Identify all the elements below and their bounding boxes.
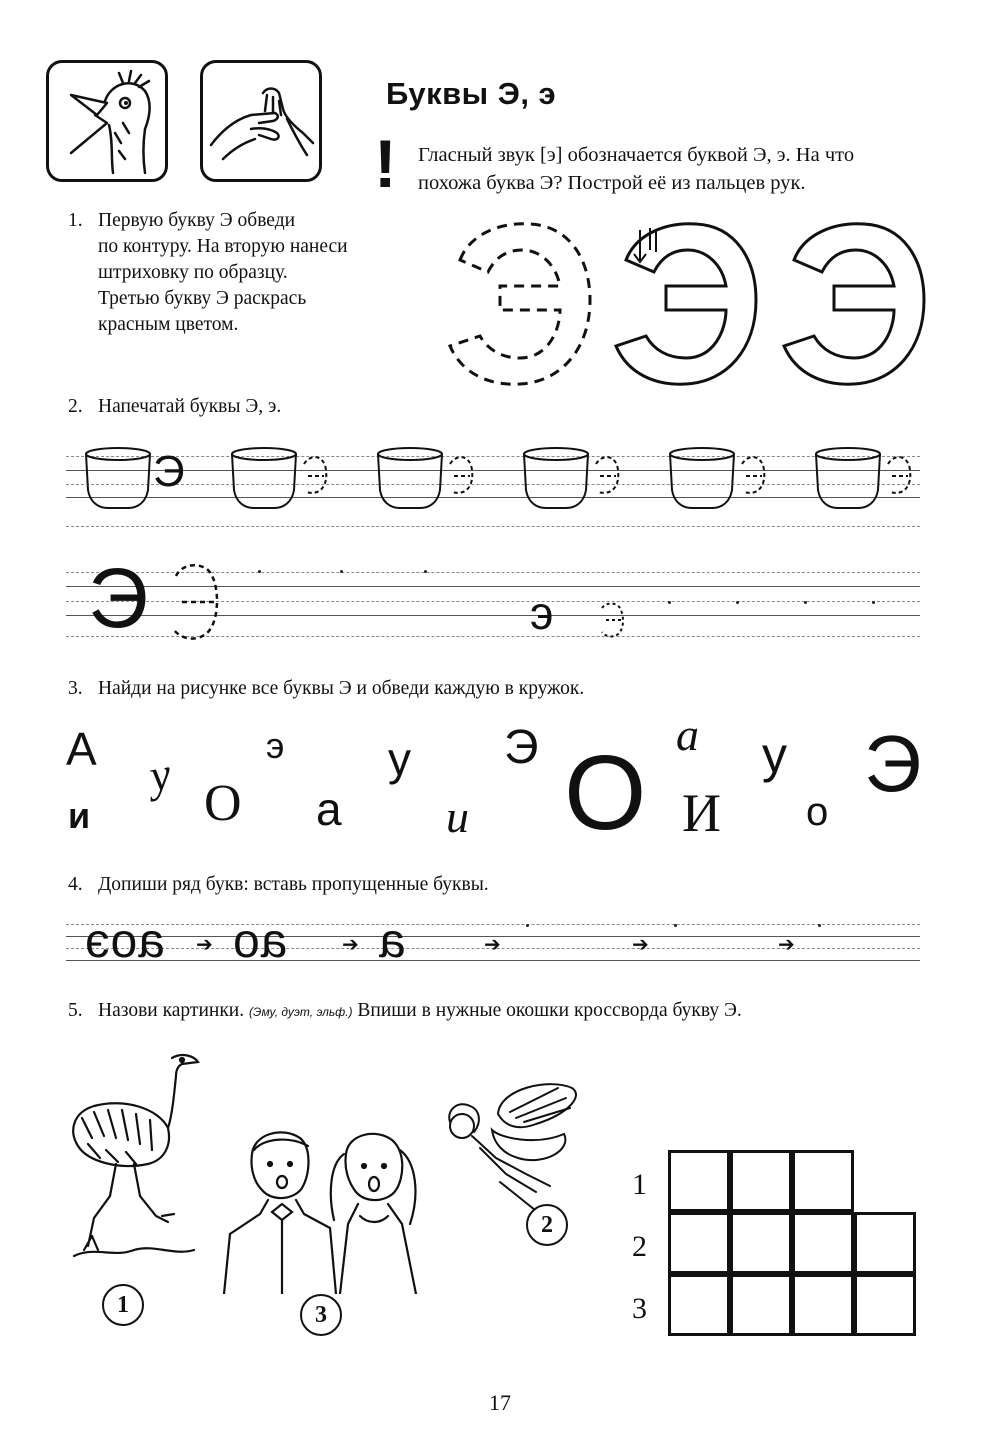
picture-number-2: 2 bbox=[526, 1204, 568, 1246]
task1-line-1: Первую букву Э обведи bbox=[98, 210, 296, 231]
guide-dot bbox=[340, 570, 343, 573]
crossword-row-label-1: 1 bbox=[632, 1168, 647, 1201]
cup-icon bbox=[232, 448, 296, 508]
letter-E-medium[interactable]: Э bbox=[504, 721, 539, 774]
sequence-group-1: аоэ bbox=[84, 915, 165, 968]
task5-text-after: Впиши в нужные окошки кроссворда букву Э. bbox=[357, 1000, 742, 1021]
crossword-cell[interactable] bbox=[854, 1212, 916, 1274]
task1-number: 1. bbox=[68, 210, 83, 231]
arrow-icon: ➔ bbox=[196, 932, 213, 956]
crossword-cell[interactable] bbox=[730, 1274, 792, 1336]
picture-number-1: 1 bbox=[102, 1284, 144, 1326]
task1-letters bbox=[430, 210, 940, 400]
hands-sign-icon bbox=[203, 63, 319, 179]
cup-icon bbox=[524, 448, 588, 508]
crossword-cell[interactable] bbox=[668, 1212, 730, 1274]
guide-dot bbox=[804, 601, 807, 604]
guide-dot bbox=[526, 924, 529, 927]
ruler-line bbox=[66, 526, 920, 527]
crossword-cell[interactable] bbox=[792, 1150, 854, 1212]
task1-line-5: красным цветом. bbox=[98, 314, 239, 335]
bird-icon bbox=[49, 63, 165, 179]
task5-hint: (Эму, дуэт, эльф.) bbox=[248, 1005, 353, 1019]
sample-small-letter-row2: э bbox=[530, 587, 554, 639]
guide-dot bbox=[872, 601, 875, 604]
cup-icon bbox=[378, 448, 442, 508]
cups-row bbox=[80, 440, 920, 520]
task2-text: Напечатай буквы Э, э. bbox=[98, 396, 282, 417]
task1-line-2: по контуру. На вторую нанеси bbox=[98, 236, 348, 257]
letter-a-italic[interactable]: а bbox=[676, 709, 699, 760]
crossword-cell[interactable] bbox=[730, 1150, 792, 1212]
task2-number: 2. bbox=[68, 396, 83, 417]
guide-dot bbox=[668, 601, 671, 604]
elf-illustration bbox=[440, 1074, 590, 1234]
sequence-group-3: а bbox=[378, 915, 406, 968]
letter-I[interactable]: И bbox=[682, 783, 721, 843]
hatching-letter bbox=[616, 224, 756, 384]
crossword-row-label-3: 3 bbox=[632, 1292, 647, 1325]
hands-icon-box bbox=[200, 60, 322, 182]
arrow-icon: ➔ bbox=[484, 932, 501, 956]
crossword-cell[interactable] bbox=[668, 1150, 730, 1212]
emu-illustration bbox=[64, 1046, 204, 1266]
arrow-icon: ➔ bbox=[778, 932, 795, 956]
letter-i[interactable]: и bbox=[68, 795, 91, 836]
arrow-icon: ➔ bbox=[342, 932, 359, 956]
bird-sound-icon-box bbox=[46, 60, 168, 182]
task4-text: Допиши ряд букв: вставь пропущенные буквы. bbox=[98, 874, 489, 895]
task3-text: Найди на рисунке все буквы Э и обведи каждую в кружок. bbox=[98, 678, 585, 699]
coloring-letter bbox=[784, 224, 924, 384]
letter-o[interactable]: О bbox=[204, 775, 242, 832]
exclamation-icon: ! bbox=[374, 126, 397, 202]
note-line-2: похожа буква Э? Построй её из пальцев рук. bbox=[418, 172, 806, 194]
ruler-line bbox=[66, 960, 920, 961]
arrow-icon: ➔ bbox=[632, 932, 649, 956]
task3-number: 3. bbox=[68, 678, 83, 699]
guide-dot bbox=[818, 924, 821, 927]
crossword-cell[interactable] bbox=[854, 1274, 916, 1336]
cup-icon bbox=[670, 448, 734, 508]
note-line-1: Гласный звук [э] обозначается буквой Э, э. На что bbox=[418, 144, 855, 166]
guide-dot bbox=[736, 601, 739, 604]
letter-O-big[interactable]: О bbox=[564, 734, 647, 852]
letter-e-small[interactable]: э bbox=[266, 725, 285, 766]
dashed-small-letter bbox=[598, 600, 626, 640]
sample-big-letter-row2: Э bbox=[88, 551, 149, 645]
task5-number: 5. bbox=[68, 1000, 83, 1021]
letter-i-italic[interactable]: и bbox=[446, 791, 469, 842]
duet-illustration bbox=[220, 1124, 430, 1294]
guide-dot bbox=[674, 924, 677, 927]
picture-number-3: 3 bbox=[300, 1294, 342, 1336]
task5-text-before: Назови картинки. bbox=[98, 1000, 245, 1021]
crossword-cell[interactable] bbox=[668, 1274, 730, 1336]
cup-icon bbox=[816, 448, 880, 508]
task5-instruction bbox=[98, 1000, 742, 1022]
crossword-cell[interactable] bbox=[792, 1212, 854, 1274]
cup-icon bbox=[86, 448, 150, 508]
page-number: 17 bbox=[489, 1390, 511, 1415]
task1-line-4: Третью букву Э раскрась bbox=[98, 288, 307, 309]
sample-letter-row1: Э bbox=[153, 447, 185, 496]
crossword-row-label-2: 2 bbox=[632, 1230, 647, 1263]
task4-number: 4. bbox=[68, 874, 83, 895]
sequence-group-2: ао bbox=[232, 915, 288, 968]
letter-A[interactable]: А bbox=[66, 723, 97, 775]
ruler-line bbox=[66, 924, 920, 925]
crossword-cell[interactable] bbox=[730, 1212, 792, 1274]
task1-line-3: штриховку по образцу. bbox=[98, 262, 288, 283]
letter-a[interactable]: а bbox=[316, 783, 342, 835]
letter-u-italic[interactable]: у bbox=[145, 747, 175, 802]
letter-u-right[interactable]: у bbox=[762, 727, 787, 783]
guide-dot bbox=[258, 570, 261, 573]
letter-u[interactable]: у bbox=[388, 733, 411, 785]
letter-o-small[interactable]: о bbox=[806, 790, 829, 834]
dashed-outline-letter bbox=[450, 224, 590, 384]
dashed-big-letter bbox=[168, 560, 224, 644]
letter-E-big[interactable]: Э bbox=[864, 719, 922, 808]
page-title: Буквы Э, э bbox=[386, 76, 557, 111]
guide-dot bbox=[424, 570, 427, 573]
crossword-cell[interactable] bbox=[792, 1274, 854, 1336]
